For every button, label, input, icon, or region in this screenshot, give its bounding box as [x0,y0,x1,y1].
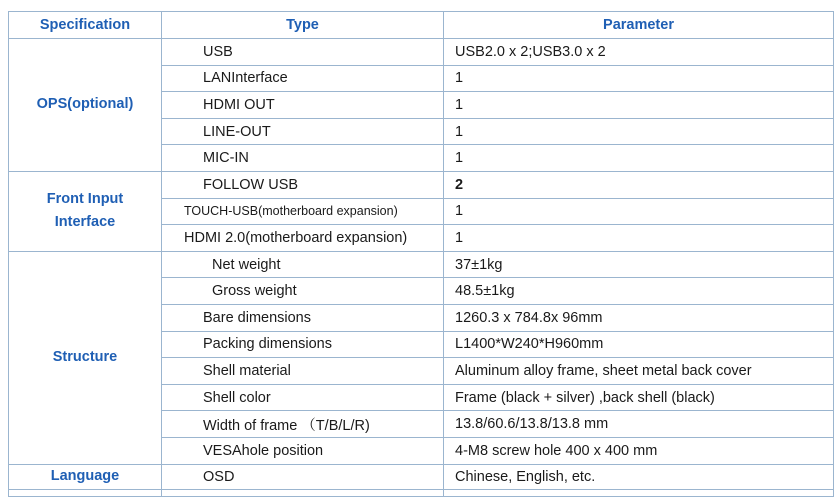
row-type: Packing dimensions [162,331,444,358]
row-param: L1400*W240*H960mm [444,331,834,358]
table-row [9,39,834,66]
row-param: 2 [444,171,834,198]
header-row [9,12,834,39]
group-ops: OPS(optional) [9,39,162,172]
row-param: 1 [444,92,834,119]
row-type: Gross weight [162,278,444,305]
row-type: LANInterface [162,65,444,92]
row-type: LINE-OUT [162,118,444,145]
row-type: Shell material [162,358,444,385]
row-param: 37±1kg [444,251,834,278]
row-param: USB2.0 x 2;USB3.0 x 2 [444,39,834,66]
row-param: 48.5±1kg [444,278,834,305]
group-front-input [9,171,162,251]
group-structure: Structure [9,251,162,464]
row-type: HDMI OUT [162,92,444,119]
row-param: 1 [444,198,834,225]
row-type: USB [162,39,444,66]
header-type: Type [162,12,444,39]
row-param: 1 [444,118,834,145]
row-type: Width of frame （T/B/L/R) [162,411,444,438]
group-front-input-line1: Front Input [46,191,124,208]
row-type: TOUCH-USB(motherboard expansion) [162,198,444,225]
group-front-input-line2: Interface [54,214,116,231]
header-specification: Specification [9,12,162,39]
row-type: OSD [162,464,444,489]
row-param: Frame (black + silver) ,back shell (black) [444,384,834,411]
row-param: 1 [444,225,834,252]
specification-table [8,11,834,497]
row-param: 13.8/60.6/13.8/13.8 mm [444,411,834,438]
row-param: 1 [444,145,834,172]
row-type: Net weight [162,251,444,278]
row-type: FOLLOW USB [162,171,444,198]
row-param: Aluminum alloy frame, sheet metal back cover [444,358,834,385]
table-row [9,251,834,278]
row-param: 1260.3 x 784.8x 96mm [444,304,834,331]
row-type: Bare dimensions [162,304,444,331]
row-type: VESAhole position [162,437,444,464]
header-parameter: Parameter [444,12,834,39]
table-row [9,171,834,198]
row-type: MIC-IN [162,145,444,172]
table-row [9,464,834,489]
row-param: Chinese, English, etc. [444,464,834,489]
row-param: 4-M8 screw hole 400 x 400 mm [444,437,834,464]
row-type: Shell color [162,384,444,411]
row-param: 1 [444,65,834,92]
row-type: HDMI 2.0(motherboard expansion) [162,225,444,252]
group-language: Language [9,464,162,489]
